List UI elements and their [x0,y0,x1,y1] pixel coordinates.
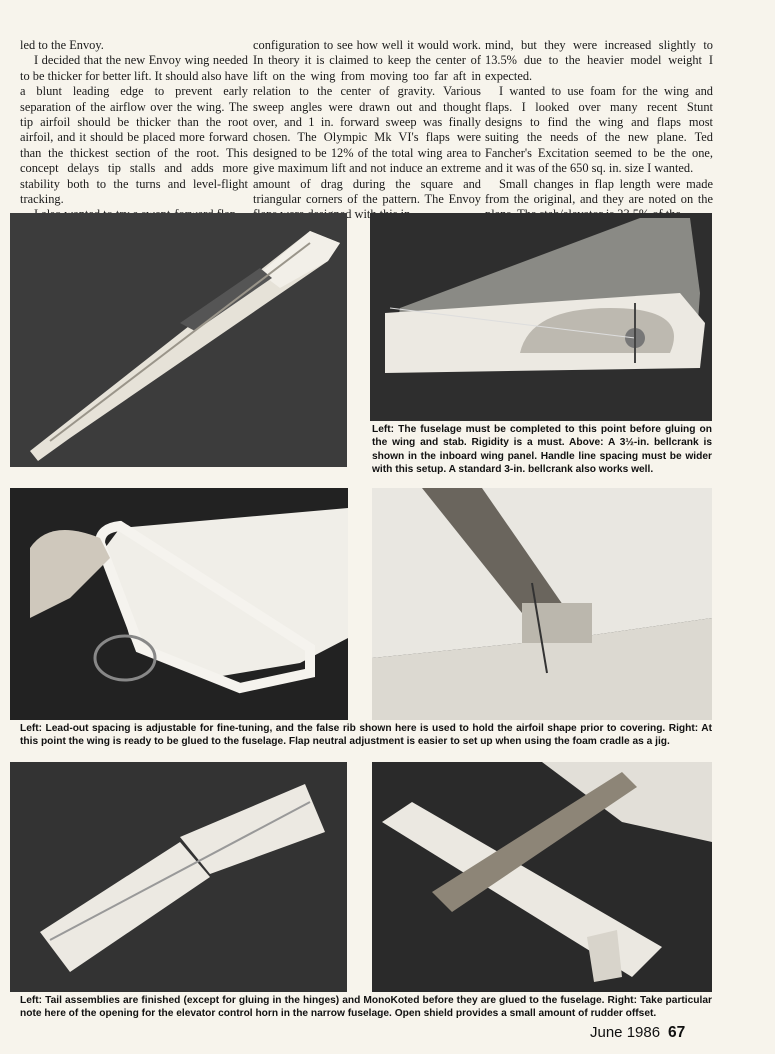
paragraph: I decided that the new Envoy wing needed to be thicker for better lift. It should also have a blunt leading edge to prevent early separation of the airflow over the wing. The tip airfoil should be thicker than the root airfoil, and it should be placed more forward than the thickest section of the root. This concept delays tip stalls and adds more stability both to the turns and level-flight tracking. [20,53,248,207]
caption-middle: Left: Lead-out spacing is adjustable for fine-tuning, and the false rib shown here is used to hold the airfoil shape prior to covering. Right: At this point the wing is ready to be glued to the fuselage. Flap neutral adjustment is easier to set up when using the foam cradle as a jig. [20,723,712,748]
photo-tail-assemblies [10,762,347,992]
paragraph: mind, but they were increased slightly to 13.5% due to the heavier model weight I expected. [485,38,713,83]
page-number: 67 [668,1024,686,1041]
footer-date: June 1986 [590,1024,661,1041]
paragraph: I wanted to use foam for the wing and flaps. I looked over many recent Stunt designs to find the wing and flaps most suiting the needs of the new plane. Ted Fancher's Excitation seemed to be the one, and it was of the 650 sq. in. size I wanted. [485,84,713,176]
paragraph: Small changes in flap length were made from the original, and they are noted on the [485,176,713,207]
photo-wing-ready [372,488,712,720]
photo-elevator-opening [372,762,712,992]
caption-top: Left: The fuselage must be completed to this point before gluing on the wing and stab. Rigidity is a must. Above: A 3½-in. bellcrank is shown in the inboard wing panel. Handle line spacing must be wider with this setup. A standard 3-in. bellcrank also works well. [372,424,712,476]
photo-bellcrank [370,213,712,421]
text-column-3 [485,38,713,223]
text-column-1 [20,38,248,223]
paragraph: led to the Envoy. [20,38,104,52]
paragraph: configuration to see how well it would work. In theory it is claimed to keep the center of lift on the wing from moving too far aft in relation to the center of gravity. Various sweep angles were drawn out and thought over, and 1 in. forward sweep was finally chosen. The Olympic Mk VI's flaps were designed to be 12% of the total wing area to give maximum lift and not induce an extreme amount of drag during the square and triangular corners of the pattern. The Envoy with [253,38,481,222]
photo-leadout-spacing [10,488,348,720]
text-column-2 [253,38,481,223]
photo-fuselage [10,213,347,467]
caption-bottom: Left: Tail assemblies are finished (except for gluing in the hinges) and MonoKoted before they are glued to the fuselage. Right: Take particular note here of the opening for the elevator control horn in the narrow fuselage. Open shield provides a small amount of rudder offset. [20,995,712,1020]
